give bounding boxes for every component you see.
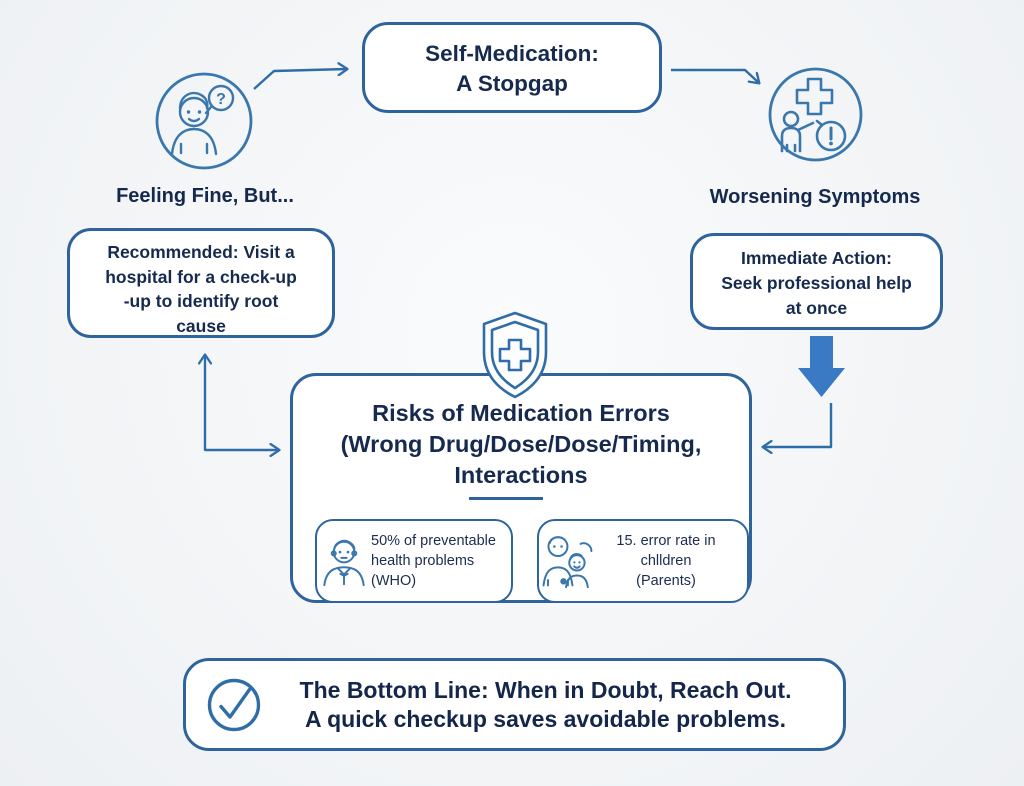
shield-cross-icon <box>478 310 552 400</box>
bottom-line-text: The Bottom Line: When in Doubt, Reach Out. A quick checkup saves avoidable problems. <box>299 676 792 732</box>
risks-title <box>293 398 749 491</box>
recommend-box <box>67 228 335 338</box>
stat-box-who <box>315 519 513 603</box>
arrow-start-to-topbox <box>254 69 347 89</box>
immediate-line: Seek professional help <box>721 273 912 293</box>
check-circle-icon <box>186 676 282 734</box>
top-box-line: A Stopgap <box>456 71 568 96</box>
question-glyph: ? <box>216 91 226 108</box>
stat-children-text: 15. error rate in chlldren (Parents) <box>616 533 716 589</box>
worsening-label: Worsening Symptoms <box>709 186 921 208</box>
bottom-line-box <box>183 658 846 751</box>
recommend-line: hospital for a check-up <box>105 266 297 287</box>
immediate-action-box <box>690 233 943 330</box>
parent-child-icon <box>539 530 595 592</box>
recommend-line: cause <box>176 315 226 336</box>
title-divider <box>469 497 543 500</box>
feeling-fine-label: Feeling Fine, But... <box>116 185 294 207</box>
top-box-self-medication <box>362 22 662 113</box>
risks-title-line: Interactions <box>454 462 588 488</box>
stat-box-children <box>537 519 749 603</box>
arrow-immediate-to-centerbox <box>763 403 831 447</box>
immediate-line: Immediate Action: <box>740 248 893 268</box>
top-box-line: Self-Medication: <box>425 41 599 66</box>
risks-title-line: Risks of Medication Errors <box>372 400 670 426</box>
feeling-fine-node <box>154 71 254 176</box>
arrow-centerbox-recommend-elbow <box>205 355 279 450</box>
immediate-line: at once <box>785 298 848 318</box>
arrow-topbox-to-worsening <box>671 70 759 83</box>
worsening-node <box>767 66 864 168</box>
person-question-icon <box>154 71 254 171</box>
doctor-icon <box>317 532 371 590</box>
recommend-line: Recommended: Visit a <box>107 242 295 262</box>
risks-box <box>290 373 752 603</box>
recommend-line: -up to identify root <box>123 291 279 311</box>
stat-who-text: 50% of preventable health problems (WHO) <box>371 533 496 589</box>
medical-cross-alert-icon <box>767 66 864 163</box>
risks-title-line: (Wrong Drug/Dose/Dose/Timing, <box>340 431 702 457</box>
shield-badge <box>478 310 552 405</box>
thick-down-arrow <box>798 336 845 397</box>
